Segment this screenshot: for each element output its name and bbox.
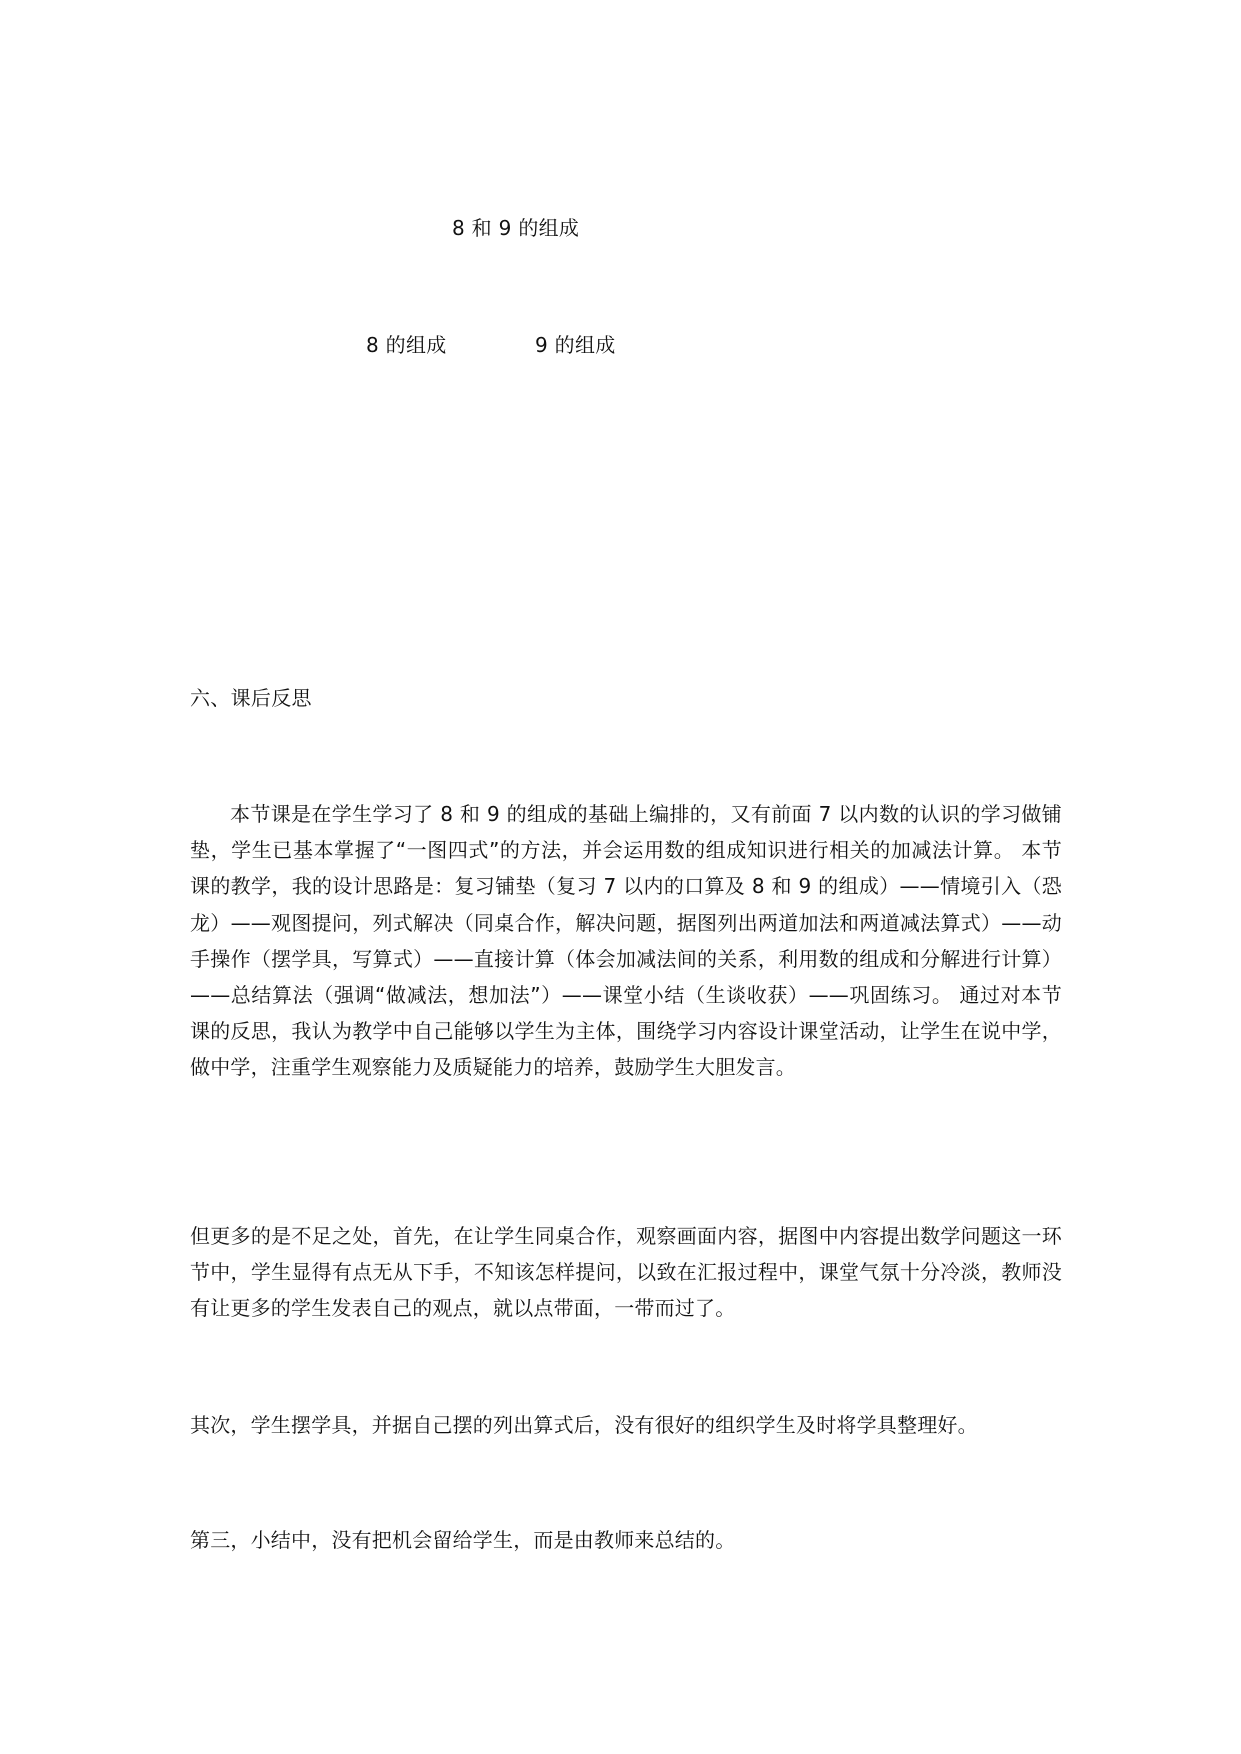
page-title: 8 和 9 的组成 <box>452 216 580 240</box>
composition-9-label: 9 的组成 <box>535 333 616 357</box>
reflection-paragraph-1: 本节课是在学生学习了 8 和 9 的组成的基础上编排的，又有前面 7 以内数的认识的学习做铺垫，学生已基本掌握了“一图四式”的方法，并会运用数的组成知识进行相关的加减法计算。 本节课的教学，我的设计思路是：复习铺垫（复习 7 以内的口算及 8 和 9 的组成）——情境引入（恐龙）——观图提问，列式解决（同桌合作，解决问题，据图列出两道加法和两道减法算式）——动手操作（摆学具，写算式）——直接计算（体会加减法间的关系，利用数的组成和分解进行计算）——总结算法（强调“做减法，想加法”）——课堂小结（生谈收获）——巩固练习。 通过对本节课的反思，我认为教学中自己能够以学生为主体，围绕学习内容设计课堂活动，让学生在说中学，做中学，注重学生观察能力及质疑能力的培养，鼓励学生大胆发言。 <box>190 802 1062 1080</box>
composition-8-label: 8 的组成 <box>366 333 447 357</box>
section-heading: 六、课后反思 <box>190 686 312 710</box>
reflection-paragraph-3: 其次，学生摆学具，并据自己摆的列出算式后，没有很好的组织学生及时将学具整理好。 <box>190 1413 978 1437</box>
reflection-paragraph-2: 但更多的是不足之处，首先，在让学生同桌合作，观察画面内容，据图中内容提出数学问题这一环节中，学生显得有点无从下手，不知该怎样提问，以致在汇报过程中，课堂气氛十分冷淡，教师没有让更多的学生发表自己的观点，就以点带面，一带而过了。 <box>190 1224 1062 1321</box>
reflection-paragraph-4: 第三，小结中，没有把机会留给学生，而是由教师来总结的。 <box>190 1528 736 1552</box>
